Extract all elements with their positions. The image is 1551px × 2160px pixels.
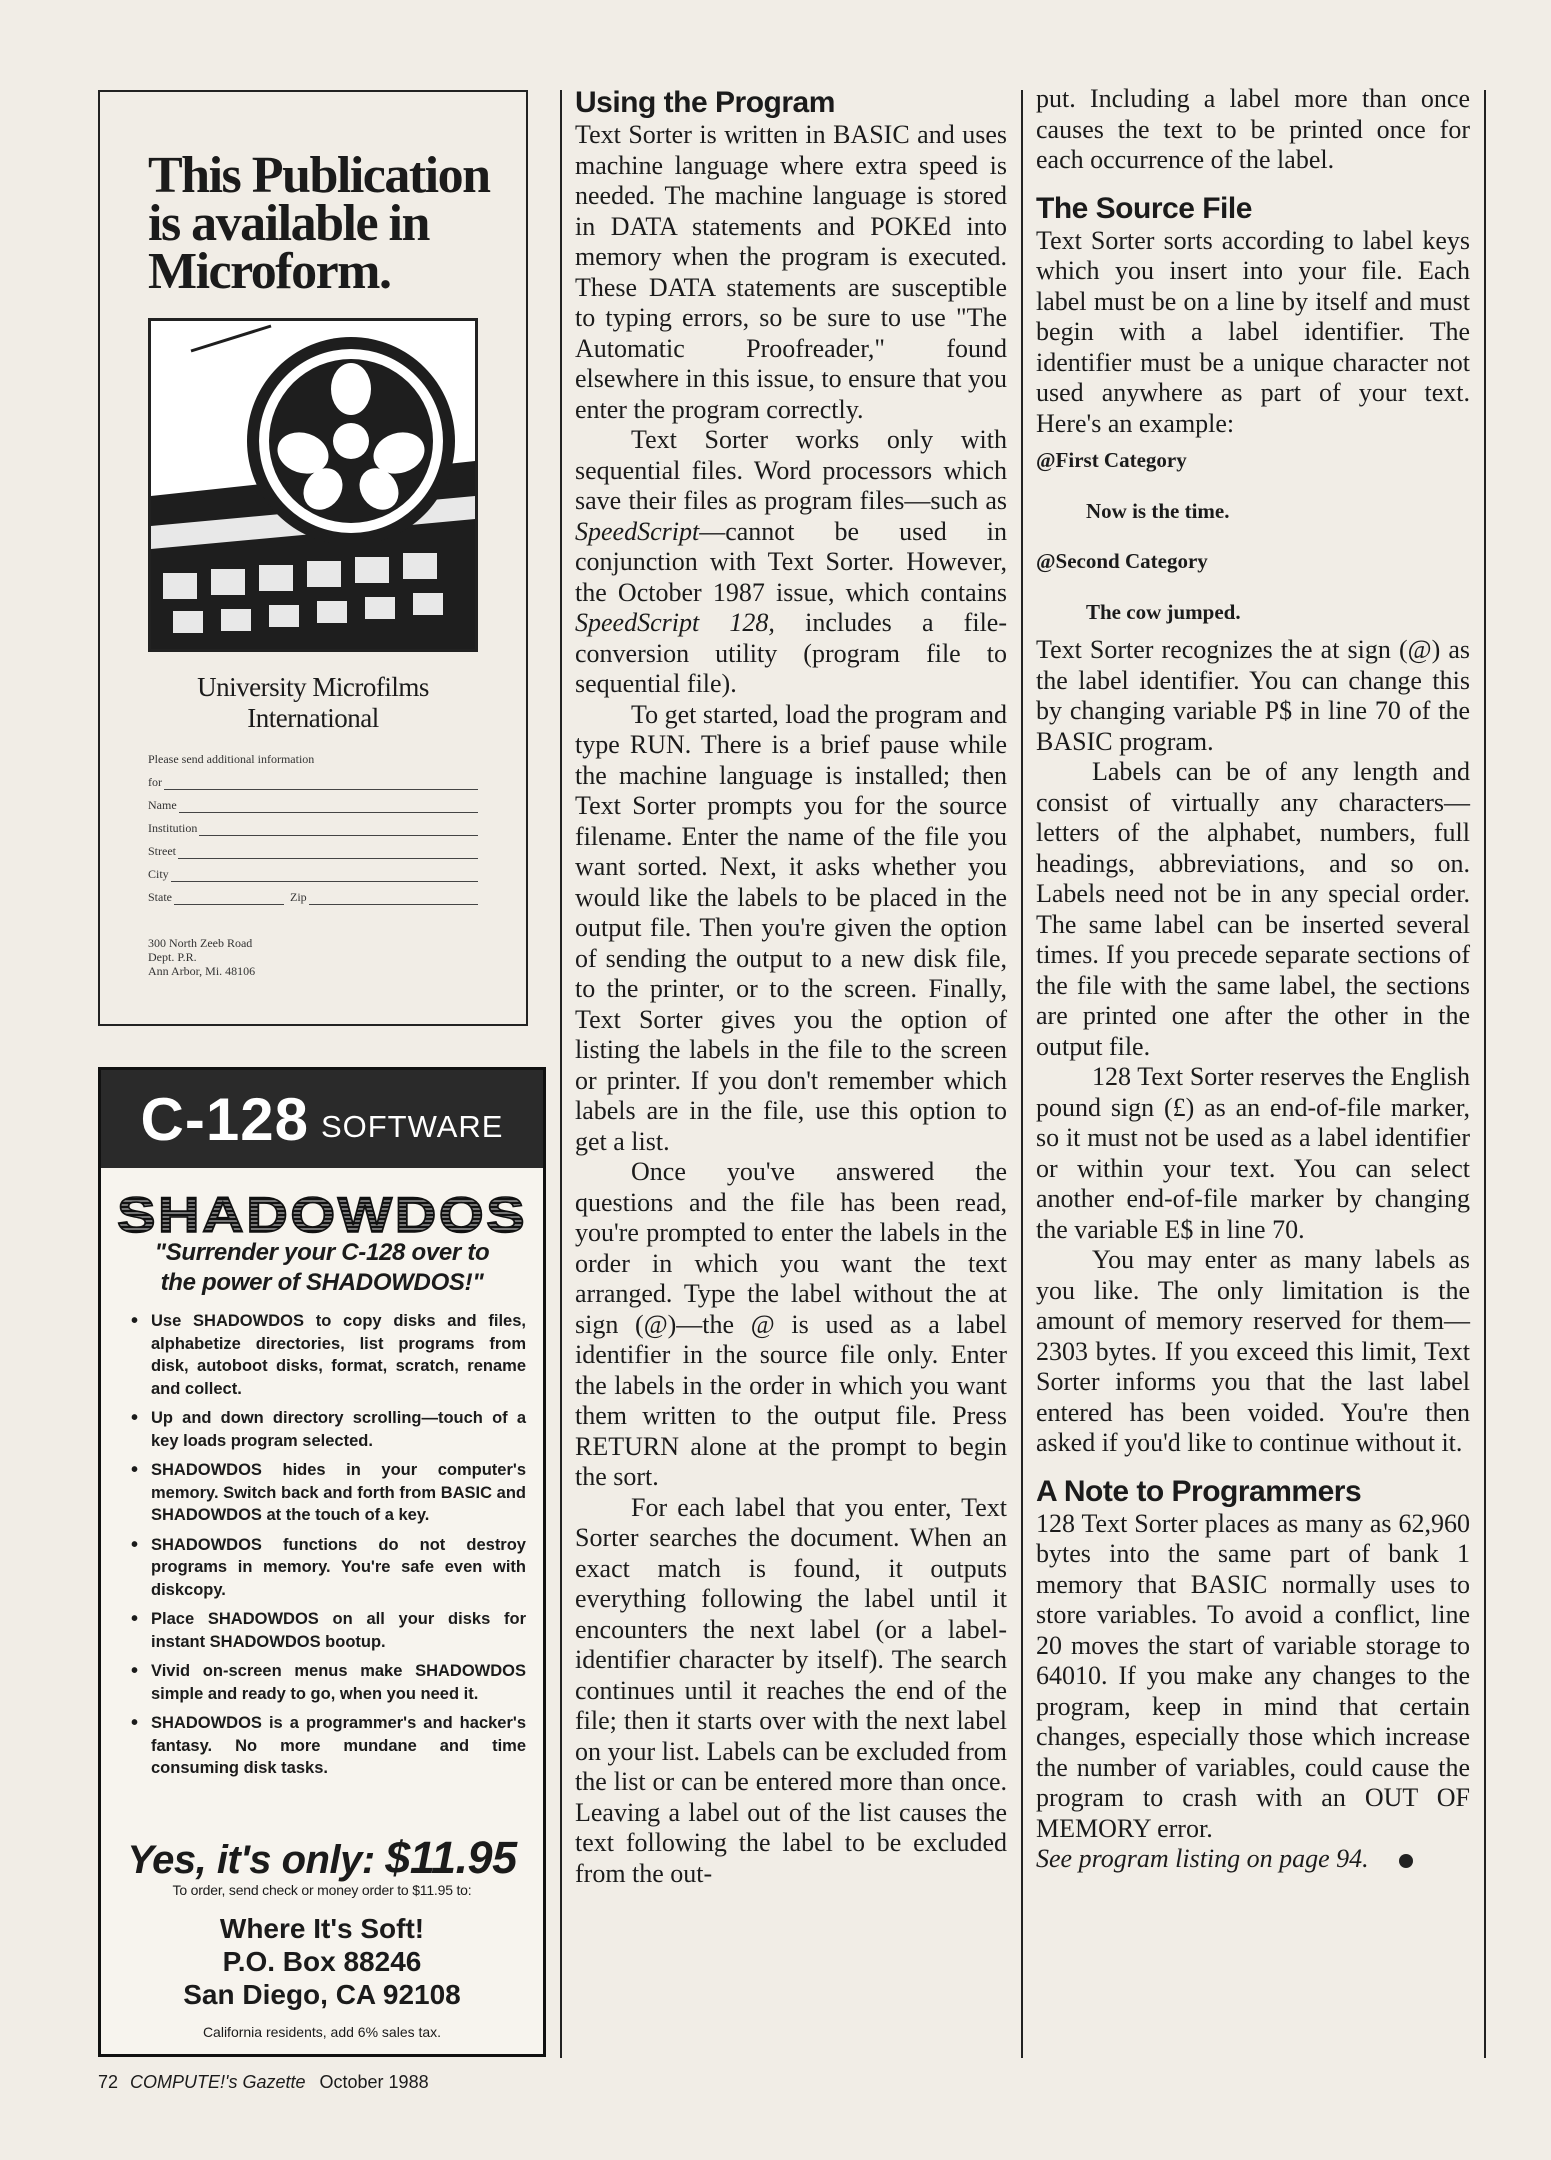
shadowdos-logo-text: SHADOWDOS [117,1187,527,1243]
form-label: City [148,867,169,881]
form-label-zip: Zip [290,890,307,904]
microform-headline [148,147,490,300]
form-blank [178,844,478,859]
order-instructions: To order, send check or money order to $11.95 to: [172,1882,472,1898]
vendor-address [101,1912,543,2011]
form-line-state [148,882,478,905]
publication-name: COMPUTE!'s Gazette [130,2072,306,2092]
headline-line: is available in [148,195,429,252]
feature-item: • Use SHADOWDOS to copy disks and files, alphabetize directories, list programs from disk, autoboot disks, format, scratch, rename and collect. [131,1310,526,1400]
feature-item: • Vivid on-screen menus make SHADOWDOS simple and ready to go, when you need it. [131,1660,526,1705]
example-text: The cow jumped. [1086,599,1241,624]
form-line-institution [148,813,478,836]
microform-ad [98,90,528,1026]
c128-tagline [101,1238,543,1298]
feature-item: • Up and down directory scrolling—touch of a key loads program selected. [131,1407,526,1452]
address-line: P.O. Box 88246 [222,1946,422,1977]
form-label: Street [148,844,176,858]
price-prefix: Yes, it's only: [127,1838,375,1882]
company-name [100,672,526,734]
tagline-line: the power of SHADOWDOS!" [160,1269,484,1296]
paragraph: To get started, load the program and type RUN. There is a brief pause while the machine language is installed; then Text Sorter prompts you for the source filename. Enter the name of the file you want sorted. Next, it asks whether you would like the labels to be placed in the output file. Then you're given the option of sending the output to a new disk file, to the printer, or to the screen. Finally, Text Sorter gives you the option of listing the labels in the file to the screen or printer. If you don't remember which labels are in the file, use this option to get a list. [575,699,1007,1156]
paragraph: Text Sorter is written in BASIC and uses machine language where extra speed is needed. The machine language is stored in DATA statements and POKEd into memory when the program is executed. These DATA statements are susceptible to typing errors, so be sure to use "The Automatic Proofreader," found elsewhere in this issue, to ensure that you enter the program correctly. [575,120,1007,424]
article-column-3 [1036,84,1470,1875]
c128-software-ad [98,1067,546,2057]
address-line: Ann Arbor, Mi. 48106 [148,964,256,978]
example-label: @Second Category [1036,549,1208,573]
info-request-form [148,752,478,905]
address-line: 300 North Zeeb Road [148,936,253,950]
price-amount: $11.95 [385,1832,517,1883]
feature-item: • SHADOWDOS is a programmer's and hacker's fantasy. No more mundane and time consuming disk tasks. [131,1712,526,1780]
section-heading-source-file: The Source File [1036,191,1252,225]
form-label: State [148,890,172,904]
headline-line: Microform. [148,243,391,300]
paragraph: Once you've answered the questions and the file has been read, you're prompted to enter the labels in the order in which you want the text arranged. Type the label without the at sign (@)—the @ is used as a label identifier in the source file only. Enter the labels in the order in which you want them written to the output file. Press RETURN alone at the prompt to begin the sort. [575,1157,1007,1491]
tagline-line: "Surrender your C-128 over to [154,1239,490,1266]
address-line: San Diego, CA 92108 [183,1979,461,2010]
listing-reference: See program listing on page 94. [1036,1844,1369,1873]
article-column-2 [575,86,1007,1889]
paragraph [575,425,1007,700]
form-line-for [148,767,478,790]
page-footer [98,2072,429,2093]
form-blank [164,775,478,790]
paragraph: 128 Text Sorter places as many as 62,960 bytes into the same part of bank 1 memory that BASIC normally uses to store variables. To avoid a conflict, line 20 moves the start of variable storage to 64010. If you make any changes to the program, keep in mind that certain changes, especially those which increase the number of variables, could cause the program to crash with an OUT OF MEMORY error. [1036,1508,1470,1843]
paragraph: Labels can be of any length and consist of virtually any characters—letters of the alphabet, numbers, full headings, abbreviations, and so on. Labels need not be in any special order. The same label can be inserted several times. If you precede separate sections of the file with the same label, the sections are printed one after the other in the output file. [1036,757,1470,1061]
company-line: University Microfilms [197,672,429,702]
form-blank [171,867,478,882]
form-line-street [148,836,478,859]
paragraph: put. Including a label more than once causes the text to be printed once for each occurrence of the label. [1036,84,1470,174]
paragraph: Text Sorter recognizes the at sign (@) as the label identifier. You can change this by changing variable P$ in line 70 of the BASIC program. [1036,635,1470,756]
film-reel-illustration [148,318,478,652]
c128-header [101,1070,543,1168]
form-blank [309,890,478,905]
address-line: Dept. P.R. [148,950,197,964]
form-label: Name [148,798,177,812]
form-intro: Please send additional information [148,752,315,766]
example-label: @First Category [1036,448,1187,472]
paragraph: Text Sorter sorts according to label keys which you insert into your file. Each label must be on a line by itself and must begin with a label identifier. The identifier must be a unique character not used anywhere as part of your text. Here's an example: [1036,225,1470,438]
feature-list [131,1310,526,1787]
mailing-address [148,936,255,978]
form-label: Institution [148,821,198,835]
headline-line: This Publication [148,147,490,204]
text-run: —cannot be used in conjunction with Text Sorter. However, the October 1987 issue, which contains [575,516,1007,607]
feature-item: • Place SHADOWDOS on all your disks for instant SHADOWDOS bootup. [131,1608,526,1653]
form-blank [174,890,284,905]
page-number: 72 [98,2072,119,2092]
c128-title: C-128 [140,1085,309,1153]
paragraph: 128 Text Sorter reserves the English pound sign (£) as an end-of-file marker, so it must not be used as a label identifier or within your text. You can select another end-of-file marker by changing the variable E$ in line 70. [1036,1062,1470,1244]
section-heading-note-to-programmers: A Note to Programmers [1036,1474,1362,1508]
text-run: includes a file-conversion utility (program file to sequential file). [575,608,1007,698]
paragraph: You may enter as many labels as you like. The only limitation is the amount of memory reserved for them—2303 bytes. If you exceed this limit, Text Sorter informs you that the last label entered has been voided. You're then asked if you'd like to continue without it. [1036,1245,1470,1457]
form-line-city [148,859,478,882]
film-reel-icon [151,321,475,649]
sales-tax-note: California residents, add 6% sales tax. [202,2024,442,2040]
paragraph: For each label that you enter, Text Sorter searches the document. When an exact match is found, it outputs everything following the label until it encounters the next label (or a label-identifier character by itself). The search continues until it reaches the end of the file; then it starts over with the next label on your list. Labels can be excluded from the list or can be entered more than once. Leaving a label out of the list causes the text following the label to be excluded from the out- [575,1492,1007,1888]
column-rule [560,90,562,2058]
paragraph [1036,1844,1470,1875]
issue-date: October 1988 [319,2072,429,2092]
example-text: Now is the time. [1086,498,1230,523]
form-blank [179,798,478,813]
company-line: International [247,703,379,733]
section-heading-using-the-program: Using the Program [575,86,835,119]
column-rule [1484,90,1486,2058]
form-line-name [148,790,478,813]
address-line: Where It's Soft! [219,1913,425,1944]
feature-item: • SHADOWDOS functions do not destroy programs in memory. You're safe even with diskcopy. [131,1534,526,1602]
title-speedscript-128: SpeedScript 128, [575,608,775,637]
form-label: for [148,775,162,789]
column-rule [1021,90,1023,2058]
end-mark-icon [1399,1854,1413,1868]
form-blank [199,821,478,836]
title-speedscript: SpeedScript [575,516,700,546]
price-line [101,1832,543,1884]
c128-subtitle: SOFTWARE [320,1109,504,1144]
feature-item: • SHADOWDOS hides in your computer's memory. Switch back and forth from BASIC and SHADOWDOS at the touch of a key. [131,1459,526,1527]
text-run: Text Sorter works only with sequential files. Word processors which save their files as program files—such as [575,425,1007,515]
